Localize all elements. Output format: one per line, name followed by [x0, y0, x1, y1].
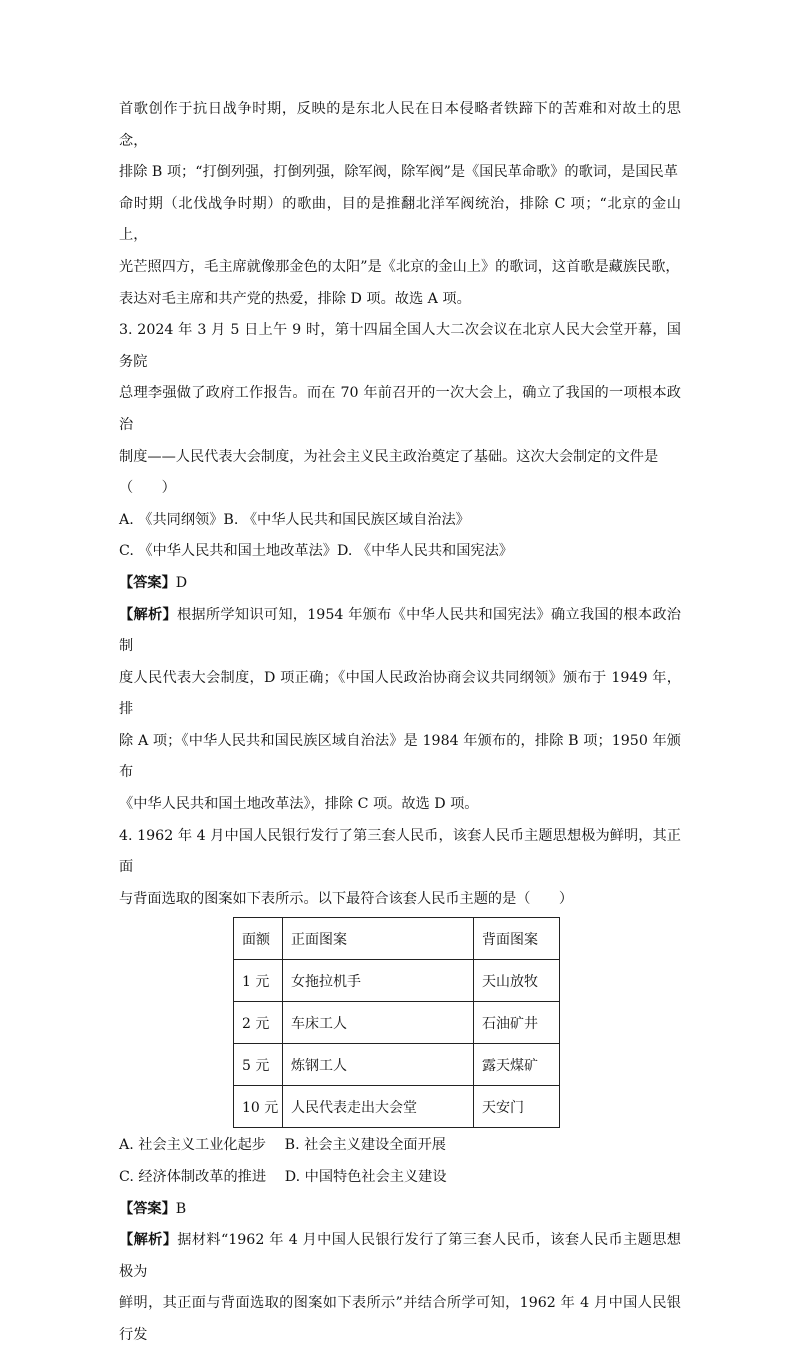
- q4-option-line: C. 经济体制改革的推进 D. 中国特色社会主义建设: [119, 1169, 447, 1186]
- table-header-row: [234, 918, 560, 960]
- q2-explanation-line: 命时期（北伐战争时期）的歌曲，目的是推翻北洋军阀统治，排除 C 项；“北京的金山上，: [119, 195, 681, 244]
- table-row: [234, 1044, 560, 1086]
- table-cell: 人民代表走出大会堂: [283, 1086, 474, 1128]
- page-content: [119, 94, 681, 1352]
- q2-explanation-line: 排除 B 项；“打倒列强，打倒列强，除军阀，除军阀”是《国民革命歌》的歌词，是国民革: [119, 164, 678, 181]
- answer-label: 【答案】: [119, 1200, 176, 1217]
- table-cell: 天安门: [474, 1086, 560, 1128]
- q4-explanation-line: 【解析】据材料“1962 年 4 月中国人民银行发行了第三套人民币，该套人民币主题思想极为: [119, 1232, 681, 1280]
- answer-value: B: [175, 1200, 187, 1217]
- q4-option-line: A. 社会主义工业化起步 B. 社会主义建设全面开展: [119, 1137, 446, 1154]
- q3-explanation-line: 除 A 项；《中华人民共和国民族区域自治法》是 1984 年颁布的，排除 B 项；1950 年颁布: [119, 732, 681, 781]
- explain-label: 【解析】: [119, 1232, 178, 1249]
- q4-explanation-line: 鲜明，其正面与背面选取的图案如下表所示”并结合所学可知，1962 年 4 月中国人民银行发: [119, 1295, 681, 1343]
- table-cell: 石油矿井: [474, 1002, 560, 1044]
- q4-stem-line: 与背面选取的图案如下表所示。以下最符合该套人民币主题的是（ ）: [119, 890, 574, 907]
- table-header-cell: 正面图案: [283, 918, 474, 960]
- table-cell: 车床工人: [283, 1002, 474, 1044]
- q3-explanation-line: 【解析】根据所学知识可知，1954 年颁布《中华人民共和国宪法》确立我国的根本政治制: [119, 606, 681, 655]
- table-cell: 露天煤矿: [474, 1044, 560, 1086]
- rmb-design-table: [233, 917, 560, 1128]
- q4-answer: [119, 1194, 681, 1226]
- table-cell: 女拖拉机手: [283, 960, 474, 1002]
- q3-stem-line: 总理李强做了政府工作报告。而在 70 年前召开的一次大会上，确立了我国的一项根本政治: [119, 385, 681, 433]
- q3-explanation-line: 《中华人民共和国土地改革法》，排除 C 项。故选 D 项。: [119, 796, 479, 813]
- answer-value: D: [175, 574, 188, 591]
- table-row: [234, 960, 560, 1002]
- explain-label: 【解析】: [119, 606, 177, 623]
- q3-stem-line: 制度——人民代表大会制度，为社会主义民主政治奠定了基础。这次大会制定的文件是: [119, 448, 659, 465]
- table-row: [234, 1002, 560, 1044]
- q3-stem-line: （ ）: [119, 480, 176, 497]
- q3-answer: [119, 568, 681, 600]
- answer-label: 【答案】: [119, 574, 176, 591]
- table-cell: 炼钢工人: [283, 1044, 474, 1086]
- q4-stem-line: 4. 1962 年 4 月中国人民银行发行了第三套人民币，该套人民币主题思想极为鲜明，其正面: [119, 827, 681, 876]
- table-row: [234, 1086, 560, 1128]
- table-cell: 天山放牧: [474, 960, 560, 1002]
- q3-option-line: A. 《共同纲领》B. 《中华人民共和国民族区域自治法》: [119, 511, 470, 528]
- q3-explanation-line: 度人民代表大会制度，D 项正确；《中国人民政治协商会议共同纲领》颁布于 1949 年，排: [119, 669, 681, 718]
- q2-explanation-line: 表达对毛主席和共产党的热爱，排除 D 项。故选 A 项。: [119, 290, 471, 307]
- table-header-cell: 背面图案: [474, 918, 560, 960]
- q2-explanation-line: 光芒照四方，毛主席就像那金色的太阳”是《北京的金山上》的歌词，这首歌是藏族民歌，: [119, 258, 680, 275]
- q3-stem-line: 3. 2024 年 3 月 5 日上午 9 时，第十四届全国人大二次会议在北京人民大会堂开幕，国务院: [119, 322, 681, 370]
- table-header-cell: 面额: [234, 918, 283, 960]
- table-cell: 10 元: [234, 1086, 283, 1128]
- table-cell: 5 元: [234, 1044, 283, 1086]
- q3-option-line: C. 《中华人民共和国土地改革法》D. 《中华人民共和国宪法》: [119, 543, 513, 560]
- table-cell: 2 元: [234, 1002, 283, 1044]
- table-cell: 1 元: [234, 960, 283, 1002]
- q2-explanation-line: 首歌创作于抗日战争时期，反映的是东北人民在日本侵略者铁蹄下的苦难和对故土的思念，: [119, 101, 681, 149]
